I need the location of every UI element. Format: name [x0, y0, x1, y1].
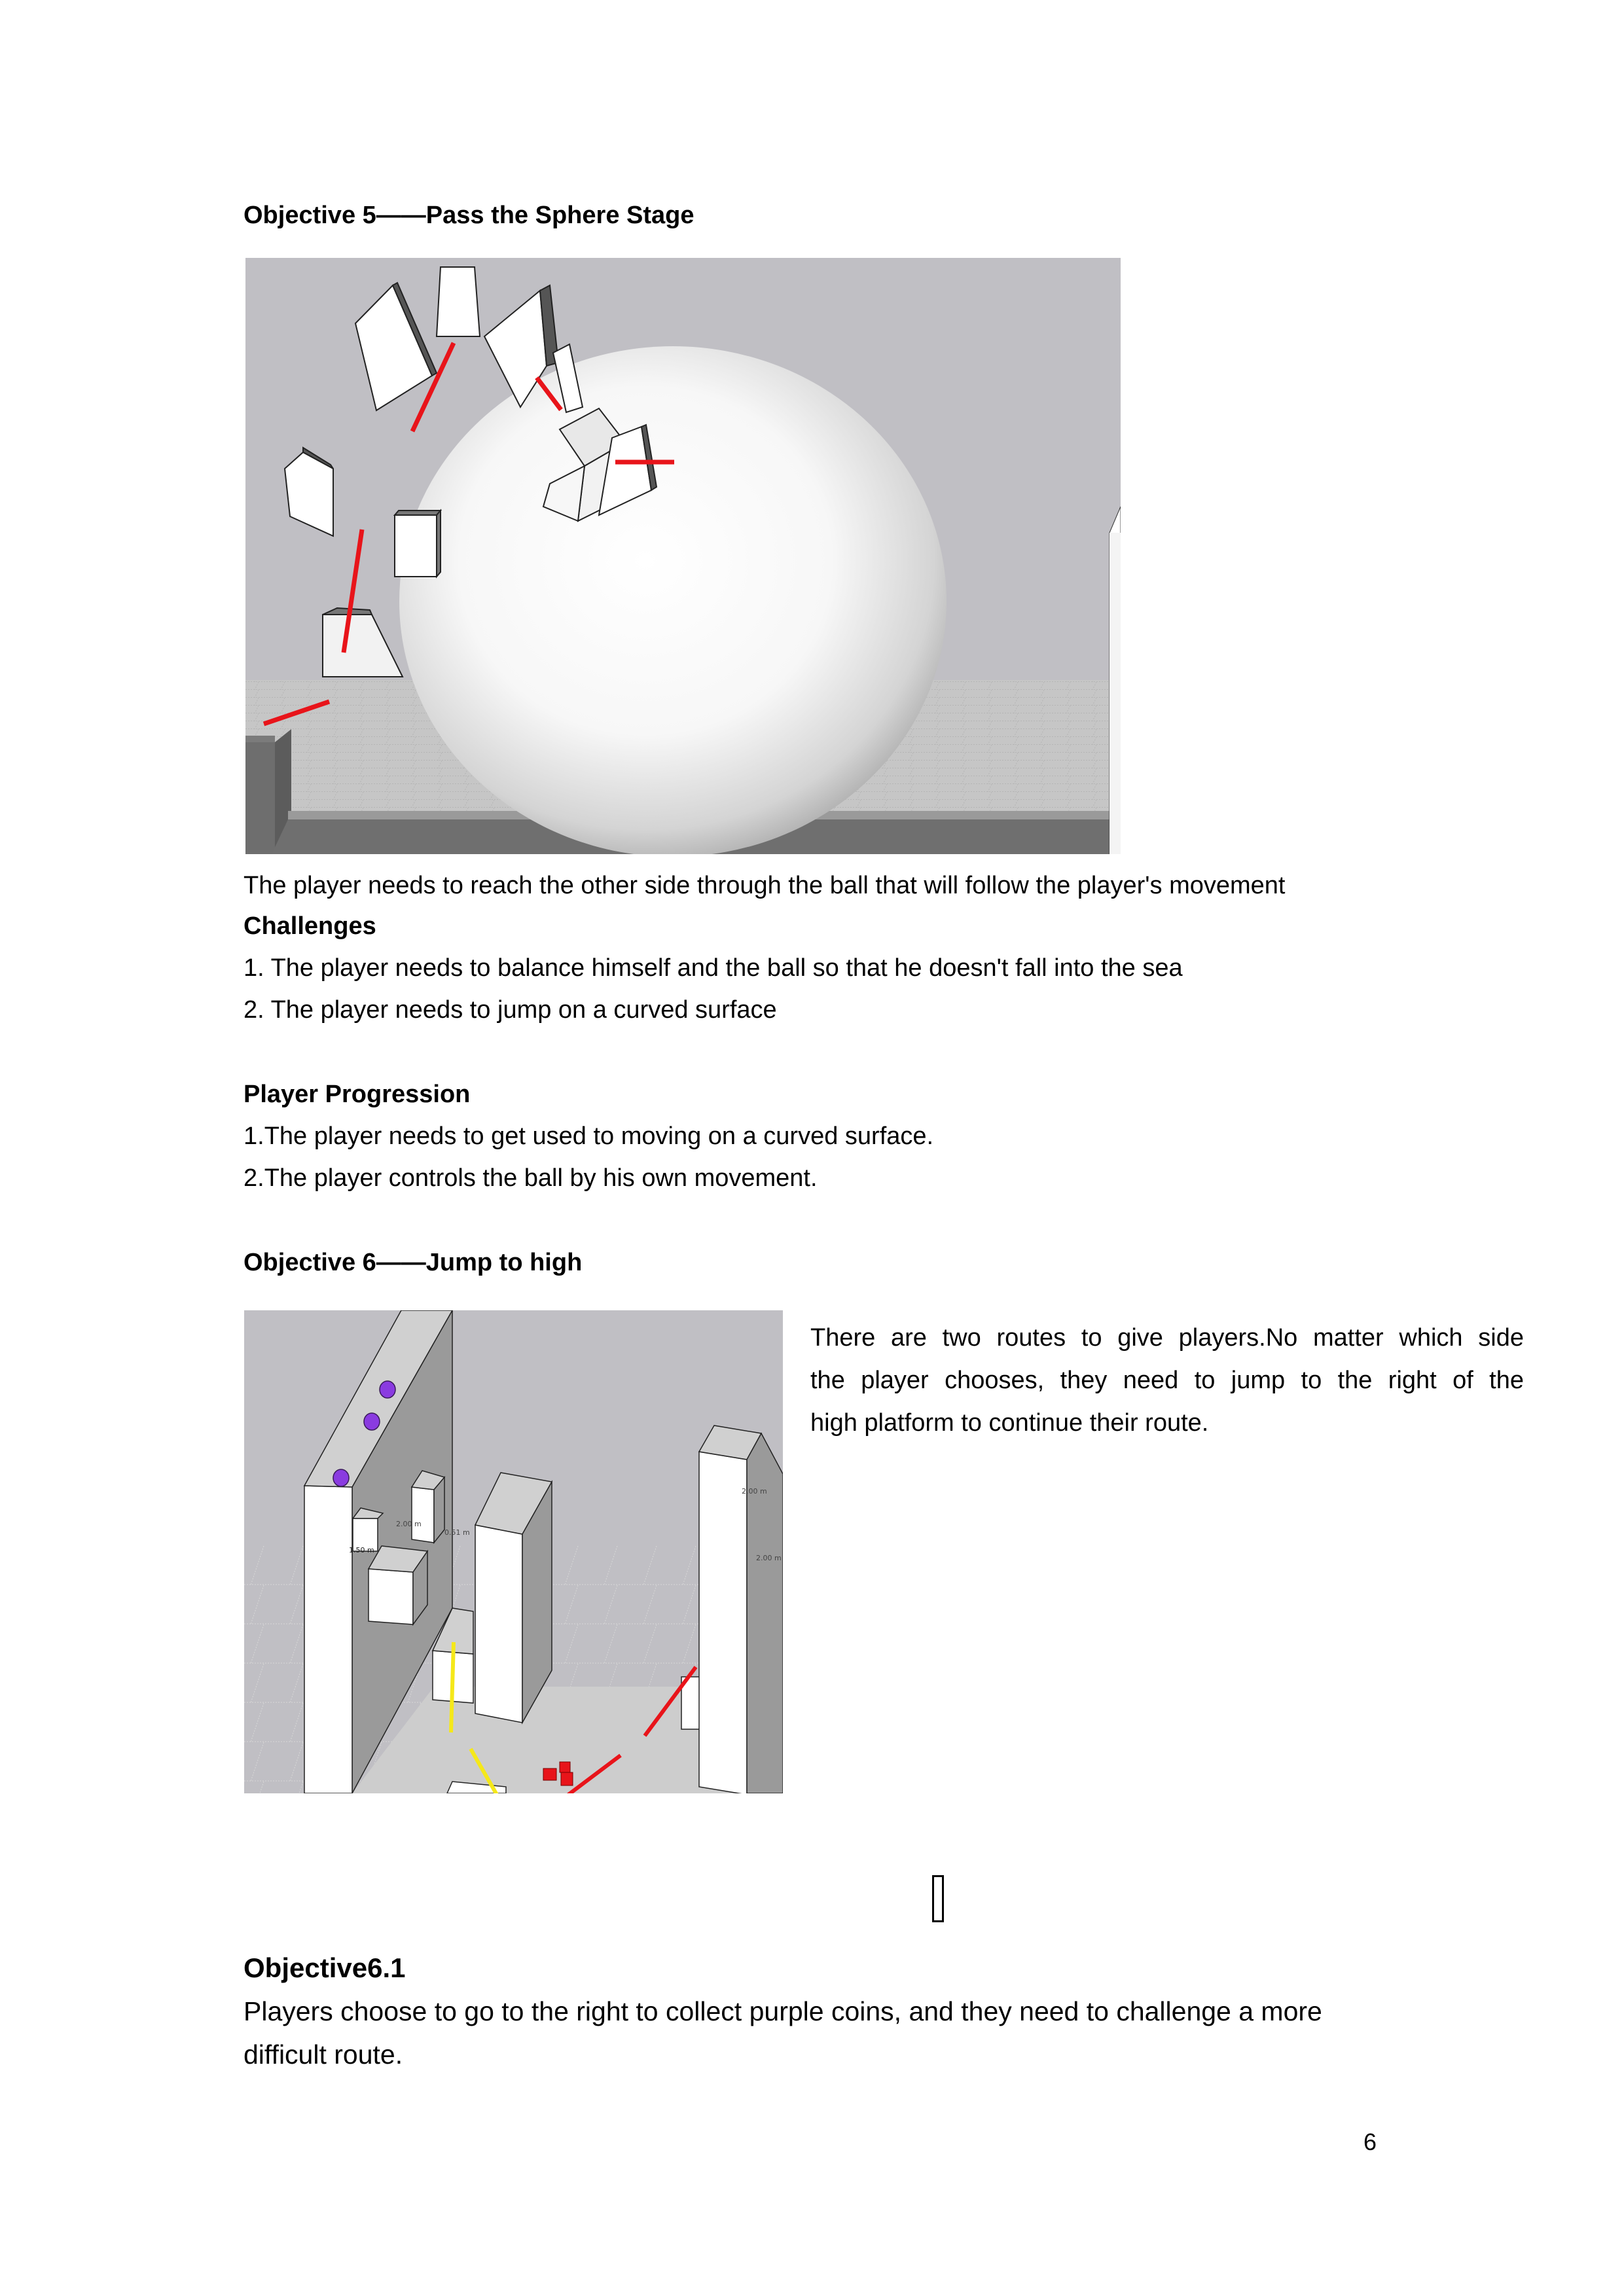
- challenge-item: 1. The player needs to balance himself and the ball so that he doesn't fall into the sea: [244, 954, 1183, 982]
- challenges-heading: Challenges: [244, 912, 376, 940]
- dimension-label: 0.51 m: [444, 1528, 470, 1537]
- jump-to-high-figure: [244, 1310, 783, 1793]
- sphere-route-lines: [245, 258, 1121, 854]
- side-text-line: high platform to continue their route.: [810, 1409, 1209, 1437]
- side-text-line: the player chooses, they need to jump to the right of the: [810, 1367, 1524, 1394]
- dimension-label: 2.00 m: [742, 1487, 767, 1496]
- side-text-line: There are two routes to give players.No matter which side: [810, 1324, 1524, 1352]
- progression-item: 1.The player needs to get used to moving on a curved surface.: [244, 1122, 934, 1150]
- jump-to-high-illustration: [244, 1310, 783, 1793]
- objective-6-1-description-line: difficult route.: [244, 2039, 403, 2070]
- objective-6-heading: Objective 6——Jump to high: [244, 1249, 583, 1276]
- page-number: 6: [1363, 2128, 1377, 2155]
- player-progression-heading: Player Progression: [244, 1081, 471, 1108]
- challenge-item: 2. The player needs to jump on a curved surface: [244, 996, 777, 1024]
- objective-5-description: The player needs to reach the other side through the ball that will follow the player's movement: [244, 872, 1286, 899]
- sphere-stage-figure: [245, 258, 1121, 854]
- objective-6-side-text: [810, 1317, 1524, 1444]
- dimension-label: 1.50 m: [349, 1546, 374, 1554]
- missing-glyph-box: [932, 1875, 944, 1922]
- objective-6-1-heading: Objective6.1: [244, 1952, 406, 1983]
- progression-item: 2.The player controls the ball by his own movement.: [244, 1164, 818, 1192]
- dimension-label: 2.00 m: [756, 1554, 782, 1562]
- dimension-label: 2.00 m: [396, 1520, 422, 1528]
- objective-6-1-description-line: Players choose to go to the right to collect purple coins, and they need to challenge a more: [244, 1996, 1322, 2026]
- objective-5-heading: Objective 5——Pass the Sphere Stage: [244, 202, 695, 229]
